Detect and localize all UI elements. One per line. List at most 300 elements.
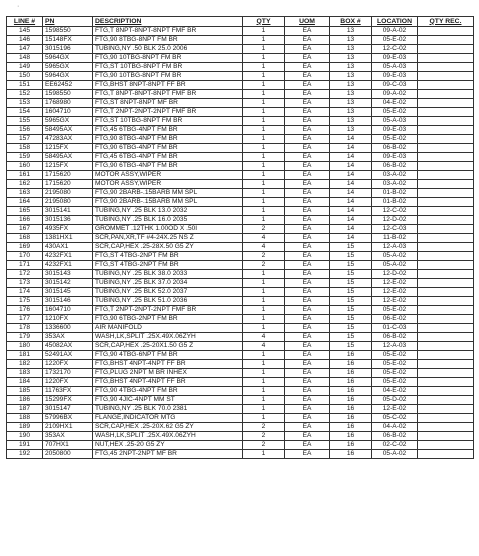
qty-rec-cell <box>418 63 474 72</box>
table-row <box>7 27 474 36</box>
description-cell: FTG,90 2BARB-.15BARB MM SPL <box>93 189 243 198</box>
table-row <box>7 63 474 72</box>
description-cell: FTG,T 8NPT-8NPT-8NPT FMF BR <box>93 90 243 99</box>
location-cell: 05-E-02 <box>372 135 418 144</box>
line-cell: 171 <box>7 261 43 270</box>
location-cell: 01-C-03 <box>372 324 418 333</box>
line-cell: 146 <box>7 36 43 45</box>
box-cell: 16 <box>330 378 372 387</box>
qty-rec-cell <box>418 432 474 441</box>
pn-cell: 2109HX1 <box>43 423 93 432</box>
box-cell: 15 <box>330 342 372 351</box>
table-row <box>7 108 474 117</box>
description-cell: NUT,HEX .25-20 G5 ZY <box>93 441 243 450</box>
box-cell: 15 <box>330 315 372 324</box>
pn-cell: 3015146 <box>43 297 93 306</box>
qty-cell: 1 <box>243 144 285 153</box>
uom-cell: EA <box>285 450 330 459</box>
uom-cell: EA <box>285 135 330 144</box>
qty-rec-cell <box>418 189 474 198</box>
qty-rec-cell <box>418 216 474 225</box>
description-cell: FTG,ST 4TBG-2NPT FM BR <box>93 261 243 270</box>
pn-cell: 1215FX <box>43 144 93 153</box>
box-cell: 15 <box>330 324 372 333</box>
qty-rec-cell <box>418 378 474 387</box>
pn-cell: 1715620 <box>43 171 93 180</box>
location-cell: 06-B-02 <box>372 432 418 441</box>
uom-cell: EA <box>285 279 330 288</box>
location-cell: 05-A-02 <box>372 450 418 459</box>
qty-rec-cell <box>418 306 474 315</box>
table-row <box>7 171 474 180</box>
qty-rec-cell <box>418 108 474 117</box>
qty-cell: 1 <box>243 396 285 405</box>
location-cell: 11-B-02 <box>372 234 418 243</box>
qty-rec-cell <box>418 414 474 423</box>
line-cell: 147 <box>7 45 43 54</box>
box-cell: 13 <box>330 45 372 54</box>
table-row <box>7 189 474 198</box>
pn-cell: 1768980 <box>43 99 93 108</box>
pn-cell: 430AX1 <box>43 243 93 252</box>
pn-cell: 1598550 <box>43 90 93 99</box>
uom-cell: EA <box>285 180 330 189</box>
location-cell: 12-D-02 <box>372 270 418 279</box>
qty-rec-cell <box>418 198 474 207</box>
box-cell: 16 <box>330 387 372 396</box>
pn-cell: 3015141 <box>43 207 93 216</box>
location-cell: 09-E-03 <box>372 126 418 135</box>
line-cell: 183 <box>7 369 43 378</box>
qty-rec-cell <box>418 144 474 153</box>
line-cell: 148 <box>7 54 43 63</box>
box-cell: 13 <box>330 126 372 135</box>
pn-cell: 45082AX <box>43 342 93 351</box>
box-cell: 16 <box>330 432 372 441</box>
qty-rec-cell <box>418 396 474 405</box>
col-box-header: BOX # <box>330 17 372 27</box>
location-cell: 12-C-02 <box>372 207 418 216</box>
location-cell: 09-C-03 <box>372 81 418 90</box>
line-cell: 179 <box>7 333 43 342</box>
pn-cell: 15299FX <box>43 396 93 405</box>
qty-rec-cell <box>418 450 474 459</box>
table-row <box>7 99 474 108</box>
box-cell: 13 <box>330 108 372 117</box>
location-cell: 01-B-02 <box>372 198 418 207</box>
location-cell: 05-C-02 <box>372 414 418 423</box>
box-cell: 16 <box>330 423 372 432</box>
line-cell: 155 <box>7 117 43 126</box>
line-cell: 169 <box>7 243 43 252</box>
description-cell: FTG,ST 4TBG-2NPT FM BR <box>93 252 243 261</box>
table-row <box>7 81 474 90</box>
description-cell: FTG,90 10TBG-8NPT FM BR <box>93 54 243 63</box>
pn-cell: 3015147 <box>43 405 93 414</box>
pn-cell: 2050800 <box>43 450 93 459</box>
pn-cell: 3015145 <box>43 288 93 297</box>
table-row <box>7 198 474 207</box>
uom-cell: EA <box>285 27 330 36</box>
line-cell: 174 <box>7 288 43 297</box>
uom-cell: EA <box>285 234 330 243</box>
location-cell: 12-E-02 <box>372 288 418 297</box>
location-cell: 12-E-02 <box>372 297 418 306</box>
description-cell: FTG,45 6TBG-4NPT FM BR <box>93 153 243 162</box>
pn-cell: 3015143 <box>43 270 93 279</box>
line-cell: 188 <box>7 414 43 423</box>
qty-cell: 1 <box>243 90 285 99</box>
description-cell: FTG,90 6TBG-4NPT FM BR <box>93 144 243 153</box>
qty-cell: 1 <box>243 54 285 63</box>
description-cell: TUBING,NY .25 BLK 13.0 2032 <box>93 207 243 216</box>
qty-cell: 1 <box>243 171 285 180</box>
line-cell: 154 <box>7 108 43 117</box>
location-cell: 01-B-02 <box>372 189 418 198</box>
uom-cell: EA <box>285 90 330 99</box>
qty-cell: 1 <box>243 216 285 225</box>
table-row <box>7 378 474 387</box>
pn-cell: 58495AX <box>43 126 93 135</box>
line-cell: 162 <box>7 180 43 189</box>
table-row <box>7 423 474 432</box>
qty-rec-cell <box>418 81 474 90</box>
location-cell: 05-E-02 <box>372 360 418 369</box>
location-cell: 06-B-02 <box>372 144 418 153</box>
description-cell: FTG,90 8TBG-4NPT FM BR <box>93 135 243 144</box>
line-cell: 151 <box>7 81 43 90</box>
uom-cell: EA <box>285 441 330 450</box>
line-cell: 165 <box>7 207 43 216</box>
pn-cell: 1381HX1 <box>43 234 93 243</box>
line-cell: 178 <box>7 324 43 333</box>
description-cell: TUBING,NY .25 BLK 37.0 2034 <box>93 279 243 288</box>
pn-cell: 353AX <box>43 432 93 441</box>
uom-cell: EA <box>285 405 330 414</box>
qty-rec-cell <box>418 324 474 333</box>
uom-cell: EA <box>285 414 330 423</box>
qty-cell: 1 <box>243 108 285 117</box>
qty-rec-cell <box>418 153 474 162</box>
box-cell: 13 <box>330 27 372 36</box>
qty-cell: 1 <box>243 207 285 216</box>
line-cell: 166 <box>7 216 43 225</box>
qty-cell: 1 <box>243 387 285 396</box>
line-cell: 190 <box>7 432 43 441</box>
qty-rec-cell <box>418 342 474 351</box>
qty-cell: 2 <box>243 225 285 234</box>
table-row <box>7 342 474 351</box>
qty-cell: 1 <box>243 306 285 315</box>
qty-cell: 4 <box>243 234 285 243</box>
line-cell: 186 <box>7 396 43 405</box>
qty-cell: 1 <box>243 126 285 135</box>
location-cell: 09-E-03 <box>372 153 418 162</box>
table-row <box>7 369 474 378</box>
table-row <box>7 162 474 171</box>
table-row <box>7 45 474 54</box>
box-cell: 14 <box>330 198 372 207</box>
line-cell: 149 <box>7 63 43 72</box>
line-cell: 181 <box>7 351 43 360</box>
uom-cell: EA <box>285 108 330 117</box>
qty-cell: 1 <box>243 99 285 108</box>
uom-cell: EA <box>285 342 330 351</box>
col-pn-header: PN <box>43 17 93 27</box>
qty-cell: 2 <box>243 432 285 441</box>
location-cell: 12-C-02 <box>372 45 418 54</box>
table-row <box>7 36 474 45</box>
location-cell: 05-E-02 <box>372 369 418 378</box>
location-cell: 09-A-02 <box>372 90 418 99</box>
box-cell: 14 <box>330 162 372 171</box>
location-cell: 05-E-02 <box>372 108 418 117</box>
location-cell: 04-A-02 <box>372 423 418 432</box>
qty-rec-cell <box>418 207 474 216</box>
pn-cell: 58495AX <box>43 153 93 162</box>
description-cell: TUBING,NY .25 BLK 52.0 2037 <box>93 288 243 297</box>
pn-cell: 4232FX1 <box>43 261 93 270</box>
location-cell: 05-A-02 <box>372 252 418 261</box>
qty-cell: 1 <box>243 72 285 81</box>
qty-rec-cell <box>418 279 474 288</box>
description-cell: FLANGE,INDICATOR MTG <box>93 414 243 423</box>
location-cell: 06-B-02 <box>372 162 418 171</box>
box-cell: 14 <box>330 171 372 180</box>
description-cell: FTG,90 4TBG-4NPT FM BR <box>93 387 243 396</box>
uom-cell: EA <box>285 54 330 63</box>
table-row <box>7 333 474 342</box>
qty-cell: 1 <box>243 324 285 333</box>
qty-cell: 1 <box>243 63 285 72</box>
location-cell: 05-A-03 <box>372 117 418 126</box>
uom-cell: EA <box>285 378 330 387</box>
description-cell: FTG,90 10TBG-8NPT FM BR <box>93 72 243 81</box>
location-cell: 05-D-02 <box>372 396 418 405</box>
line-cell: 177 <box>7 315 43 324</box>
description-cell: SCR,CAP,HEX .25-20X.62 G5 ZY <box>93 423 243 432</box>
pn-cell: 4232FX1 <box>43 252 93 261</box>
table-row <box>7 180 474 189</box>
pn-cell: 47283AX <box>43 135 93 144</box>
qty-rec-cell <box>418 333 474 342</box>
location-cell: 05-A-02 <box>372 261 418 270</box>
uom-cell: EA <box>285 306 330 315</box>
table-row <box>7 351 474 360</box>
table-row <box>7 270 474 279</box>
line-cell: 145 <box>7 27 43 36</box>
qty-cell: 1 <box>243 405 285 414</box>
description-cell: TUBING,NY .25 BLK 51.0 2036 <box>93 297 243 306</box>
qty-cell: 2 <box>243 252 285 261</box>
box-cell: 14 <box>330 216 372 225</box>
qty-rec-cell <box>418 351 474 360</box>
box-cell: 13 <box>330 81 372 90</box>
table-row <box>7 261 474 270</box>
description-cell: TUBING,NY .25 BLK 16.0 2035 <box>93 216 243 225</box>
table-row <box>7 414 474 423</box>
table-row <box>7 144 474 153</box>
col-qty-rec-header: QTY REC. <box>418 17 474 27</box>
qty-cell: 1 <box>243 378 285 387</box>
line-cell: 185 <box>7 387 43 396</box>
uom-cell: EA <box>285 360 330 369</box>
uom-cell: EA <box>285 117 330 126</box>
location-cell: 12-E-02 <box>372 405 418 414</box>
qty-rec-cell <box>418 36 474 45</box>
location-cell: 05-E-02 <box>372 306 418 315</box>
line-cell: 158 <box>7 144 43 153</box>
box-cell: 15 <box>330 333 372 342</box>
uom-cell: EA <box>285 162 330 171</box>
table-row <box>7 450 474 459</box>
pn-cell: 5965GX <box>43 63 93 72</box>
uom-cell: EA <box>285 333 330 342</box>
qty-cell: 1 <box>243 270 285 279</box>
box-cell: 15 <box>330 270 372 279</box>
description-cell: TUBING,NY .25 BLK 70.0 2381 <box>93 405 243 414</box>
qty-rec-cell <box>418 162 474 171</box>
location-cell: 06-B-02 <box>372 333 418 342</box>
uom-cell: EA <box>285 288 330 297</box>
qty-rec-cell <box>418 270 474 279</box>
description-cell: TUBING,NY .50 BLK 25.0 2006 <box>93 45 243 54</box>
description-cell: FTG,T 2NPT-2NPT-2NPT FMF BR <box>93 306 243 315</box>
line-cell: 156 <box>7 126 43 135</box>
qty-cell: 1 <box>243 180 285 189</box>
line-cell: 164 <box>7 198 43 207</box>
line-cell: 168 <box>7 234 43 243</box>
uom-cell: EA <box>285 144 330 153</box>
qty-rec-cell <box>418 225 474 234</box>
line-cell: 172 <box>7 270 43 279</box>
qty-cell: 4 <box>243 342 285 351</box>
qty-cell: 1 <box>243 198 285 207</box>
description-cell: FTG,ST 8NPT-8NPT MF BR <box>93 99 243 108</box>
uom-cell: EA <box>285 261 330 270</box>
qty-rec-cell <box>418 117 474 126</box>
uom-cell: EA <box>285 198 330 207</box>
qty-rec-cell <box>418 405 474 414</box>
qty-cell: 1 <box>243 360 285 369</box>
qty-rec-cell <box>418 423 474 432</box>
uom-cell: EA <box>285 63 330 72</box>
qty-cell: 2 <box>243 423 285 432</box>
box-cell: 14 <box>330 180 372 189</box>
line-cell: 173 <box>7 279 43 288</box>
line-cell: 157 <box>7 135 43 144</box>
uom-cell: EA <box>285 387 330 396</box>
qty-cell: 1 <box>243 279 285 288</box>
qty-rec-cell <box>418 45 474 54</box>
table-row <box>7 288 474 297</box>
qty-cell: 1 <box>243 135 285 144</box>
uom-cell: EA <box>285 81 330 90</box>
location-cell: 09-A-02 <box>372 27 418 36</box>
box-cell: 13 <box>330 117 372 126</box>
table-body <box>7 27 474 459</box>
uom-cell: EA <box>285 225 330 234</box>
qty-cell: 4 <box>243 333 285 342</box>
location-cell: 04-E-02 <box>372 99 418 108</box>
qty-rec-cell <box>418 234 474 243</box>
box-cell: 15 <box>330 306 372 315</box>
table-row <box>7 90 474 99</box>
qty-cell: 1 <box>243 45 285 54</box>
qty-cell: 2 <box>243 441 285 450</box>
box-cell: 13 <box>330 54 372 63</box>
pn-cell: 2195080 <box>43 189 93 198</box>
pn-cell: 1210FX <box>43 315 93 324</box>
pn-cell: 1598550 <box>43 27 93 36</box>
description-cell: WASH,LK,SPLIT .25X.49X.06ZYH <box>93 333 243 342</box>
description-cell: FTG,90 4TBG-6NPT FM BR <box>93 351 243 360</box>
col-description-header: DESCRIPTION <box>93 17 243 27</box>
description-cell: AIR MANIFOLD <box>93 324 243 333</box>
description-cell: FTG,45 6TBG-4NPT FM BR <box>93 126 243 135</box>
line-cell: 180 <box>7 342 43 351</box>
pn-cell: 1732170 <box>43 369 93 378</box>
table-row <box>7 135 474 144</box>
location-cell: 12-A-03 <box>372 243 418 252</box>
qty-rec-cell <box>418 99 474 108</box>
table-row <box>7 216 474 225</box>
pn-cell: 11763FX <box>43 387 93 396</box>
description-cell: FTG,T 2NPT-2NPT-2NPT FMF BR <box>93 108 243 117</box>
qty-cell: 1 <box>243 189 285 198</box>
pn-cell: 1336600 <box>43 324 93 333</box>
qty-rec-cell <box>418 72 474 81</box>
qty-rec-cell <box>418 252 474 261</box>
pn-cell: 3015142 <box>43 279 93 288</box>
box-cell: 14 <box>330 207 372 216</box>
qty-cell: 1 <box>243 450 285 459</box>
pn-cell: 2195080 <box>43 198 93 207</box>
uom-cell: EA <box>285 351 330 360</box>
uom-cell: EA <box>285 432 330 441</box>
uom-cell: EA <box>285 423 330 432</box>
uom-cell: EA <box>285 369 330 378</box>
qty-cell: 1 <box>243 369 285 378</box>
location-cell: 09-E-03 <box>372 54 418 63</box>
qty-rec-cell <box>418 180 474 189</box>
uom-cell: EA <box>285 243 330 252</box>
description-cell: FTG,90 8TBG-8NPT FM BR <box>93 36 243 45</box>
uom-cell: EA <box>285 252 330 261</box>
location-cell: 12-C-03 <box>372 225 418 234</box>
pn-cell: 353AX <box>43 333 93 342</box>
pn-cell: 1220FX <box>43 360 93 369</box>
description-cell: FTG,PLUG 2NPT M BR INHEX <box>93 369 243 378</box>
line-cell: 153 <box>7 99 43 108</box>
uom-cell: EA <box>285 207 330 216</box>
qty-rec-cell <box>418 243 474 252</box>
line-cell: 161 <box>7 171 43 180</box>
table-row <box>7 153 474 162</box>
line-cell: 187 <box>7 405 43 414</box>
box-cell: 15 <box>330 243 372 252</box>
box-cell: 15 <box>330 252 372 261</box>
table-row <box>7 306 474 315</box>
header-row <box>7 17 474 27</box>
description-cell: FTG,T 8NPT-8NPT-8NPT FMF BR <box>93 27 243 36</box>
location-cell: 02-C-02 <box>372 441 418 450</box>
col-qty-header: QTY <box>243 17 285 27</box>
description-cell: FTG,90 4JIC-4NPT MM ST <box>93 396 243 405</box>
table-row <box>7 243 474 252</box>
box-cell: 15 <box>330 261 372 270</box>
description-cell: FTG,BHST 8NPT-8NPT FF BR <box>93 81 243 90</box>
